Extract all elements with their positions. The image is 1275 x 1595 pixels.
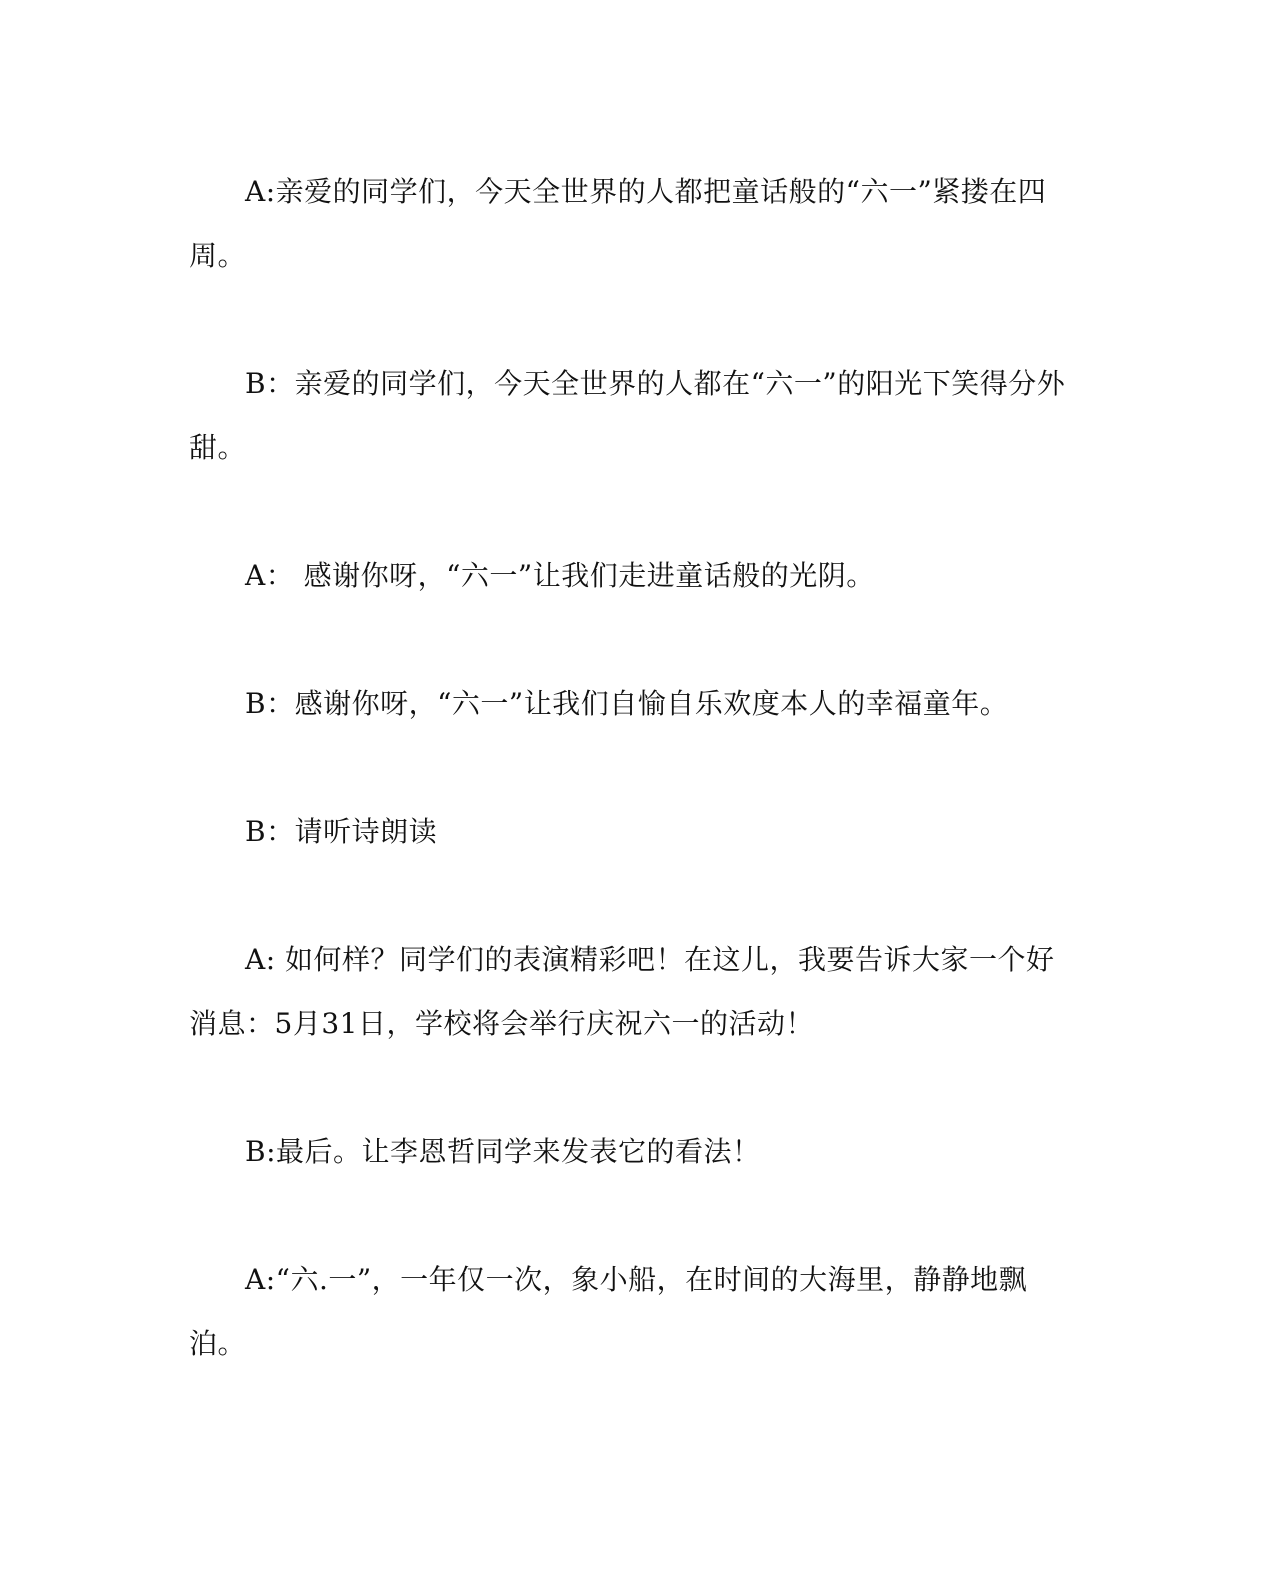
document-body [189,160,1069,1376]
paragraph-4: B：感谢你呀，“六一”让我们自愉自乐欢度本人的幸福童年。 [245,687,1009,720]
paragraph-1: A:亲爱的同学们，今天全世界的人都把童话般的“六一”紧搂在四周。 [189,175,1047,272]
paragraph-5: B：请听诗朗读 [245,815,438,848]
paragraph-6: A: 如何样？同学们的表演精彩吧！在这儿，我要告诉大家一个好消息：5月31日，学校将会举行庆祝六一的活动！ [189,943,1055,1040]
paragraph-8: A:“六.一”，一年仅一次，象小船，在时间的大海里，静静地飘泊。 [189,1263,1028,1360]
paragraph-7: B:最后。让李恩哲同学来发表它的看法！ [245,1135,761,1168]
paragraph-3: A： 感谢你呀，“六一”让我们走进童话般的光阴。 [245,559,875,592]
paragraph-2: B：亲爱的同学们，今天全世界的人都在“六一”的阳光下笑得分外甜。 [189,367,1066,464]
